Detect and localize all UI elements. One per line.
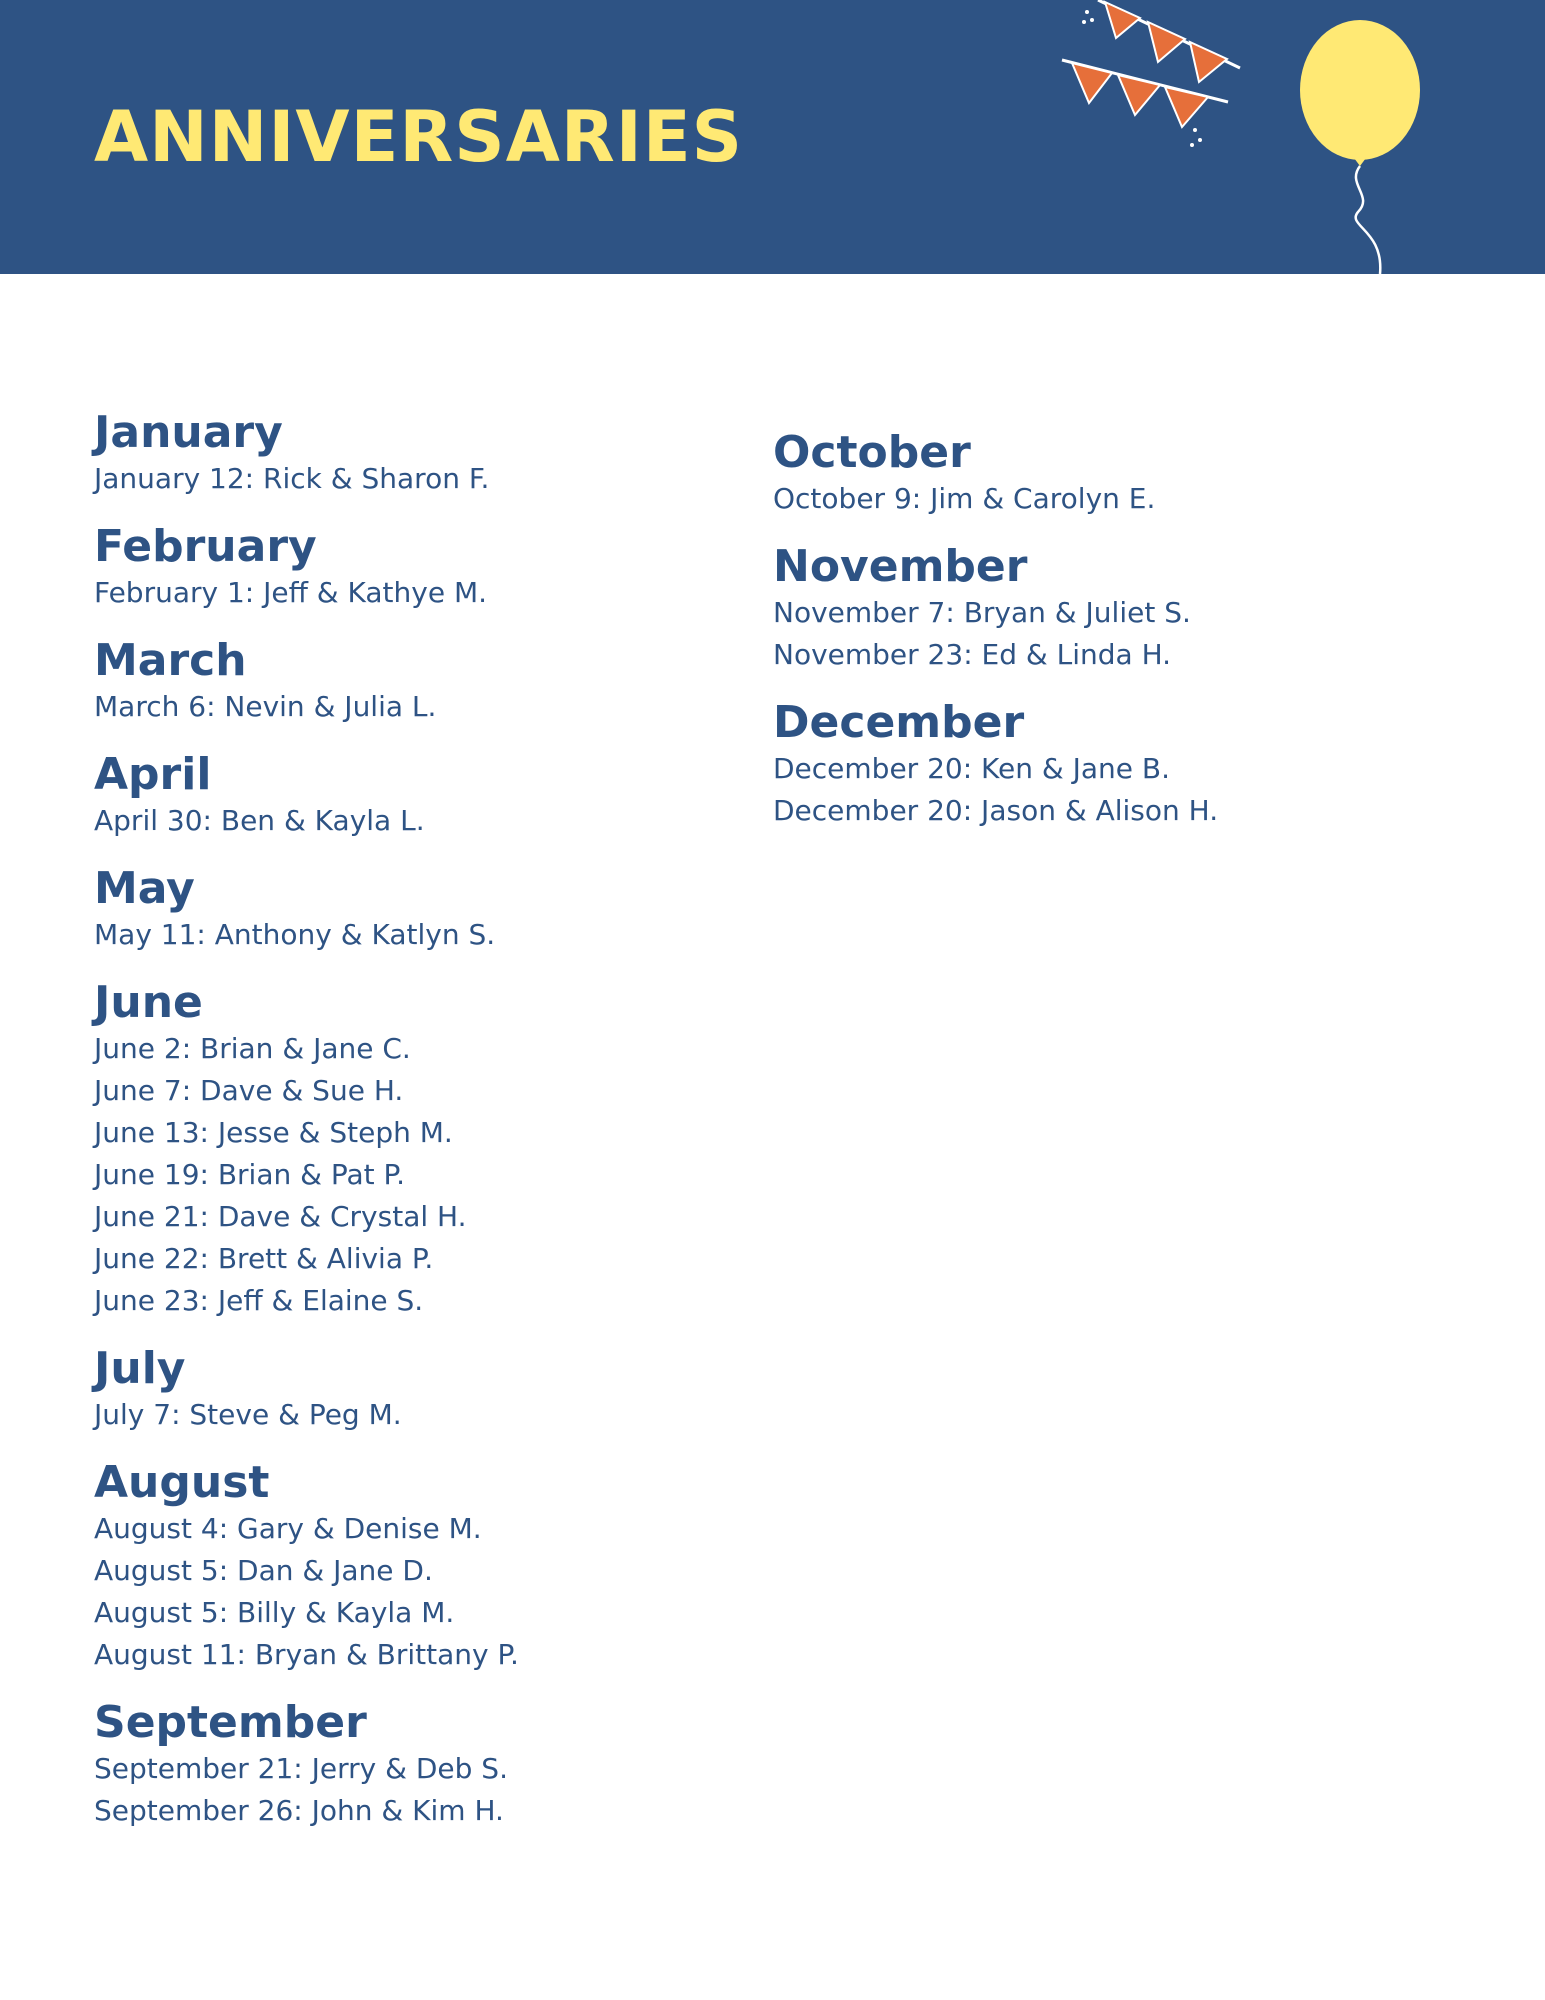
month-section-december	[773, 698, 1413, 832]
month-heading: July	[94, 1343, 186, 1394]
month-heading: August	[94, 1457, 270, 1508]
month-heading: March	[94, 635, 247, 686]
anniversary-entry: November 7: Bryan & Juliet S.	[773, 596, 1191, 629]
anniversary-entry: December 20: Jason & Alison H.	[773, 794, 1219, 827]
decoration-group	[1040, 0, 1545, 274]
anniversary-entry: February 1: Jeff & Kathye M.	[94, 576, 488, 609]
month-section-march	[94, 636, 734, 728]
month-section-june	[94, 978, 734, 1322]
anniversary-entry: June 19: Brian & Pat P.	[94, 1158, 405, 1191]
anniversary-entry: June 21: Dave & Crystal H.	[94, 1200, 467, 1233]
anniversary-entry: November 23: Ed & Linda H.	[773, 638, 1172, 671]
month-heading: June	[94, 977, 203, 1028]
header-banner	[0, 0, 1545, 274]
anniversary-entry: April 30: Ben & Kayla L.	[94, 804, 425, 837]
month-heading: February	[94, 521, 317, 572]
month-heading: November	[773, 541, 1028, 592]
month-section-august	[94, 1458, 734, 1676]
anniversary-entry: December 20: Ken & Jane B.	[773, 752, 1171, 785]
anniversary-entry: August 5: Dan & Jane D.	[94, 1554, 433, 1587]
anniversary-entry: May 11: Anthony & Katlyn S.	[94, 918, 496, 951]
bunting-icon	[1062, 0, 1240, 147]
anniversary-entry: July 7: Steve & Peg M.	[94, 1398, 402, 1431]
left-column	[94, 408, 734, 1854]
month-section-february	[94, 522, 734, 614]
month-heading: January	[94, 407, 283, 458]
month-section-may	[94, 864, 734, 956]
anniversary-entry: June 13: Jesse & Steph M.	[94, 1116, 453, 1149]
anniversary-entry: January 12: Rick & Sharon F.	[94, 462, 490, 495]
anniversary-entry: August 4: Gary & Denise M.	[94, 1512, 482, 1545]
balloon-icon	[1300, 20, 1420, 274]
page-title: ANNIVERSARIES	[94, 96, 744, 178]
month-heading: September	[94, 1697, 367, 1748]
anniversary-entry: March 6: Nevin & Julia L.	[94, 690, 437, 723]
anniversary-entry: June 7: Dave & Sue H.	[94, 1074, 404, 1107]
month-section-april	[94, 750, 734, 842]
anniversary-entry: October 9: Jim & Carolyn E.	[773, 482, 1156, 515]
anniversary-entry: August 5: Billy & Kayla M.	[94, 1596, 455, 1629]
month-section-january	[94, 408, 734, 500]
anniversary-entry: August 11: Bryan & Brittany P.	[94, 1638, 519, 1671]
month-heading: May	[94, 863, 195, 914]
month-heading: December	[773, 697, 1025, 748]
month-section-july	[94, 1344, 734, 1436]
anniversary-entry: June 22: Brett & Alivia P.	[94, 1242, 434, 1275]
right-column	[773, 428, 1413, 854]
month-section-september	[94, 1698, 734, 1832]
month-section-november	[773, 542, 1413, 676]
anniversary-entry: September 21: Jerry & Deb S.	[94, 1752, 508, 1785]
month-heading: April	[94, 749, 212, 800]
month-section-october	[773, 428, 1413, 520]
anniversary-entry: June 2: Brian & Jane C.	[94, 1032, 411, 1065]
anniversary-entry: September 26: John & Kim H.	[94, 1794, 504, 1827]
anniversary-entry: June 23: Jeff & Elaine S.	[94, 1284, 424, 1317]
month-heading: October	[773, 427, 971, 478]
